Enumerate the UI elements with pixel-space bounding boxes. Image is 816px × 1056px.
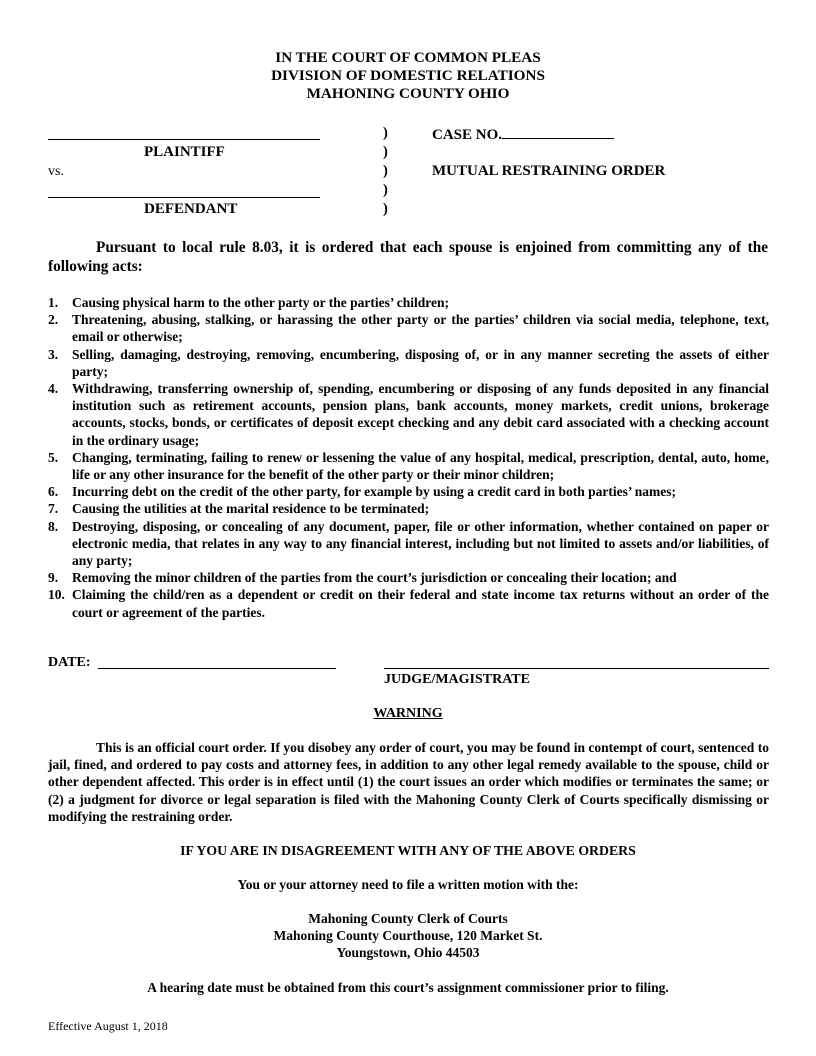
- courthouse-address: Mahoning County Courthouse, 120 Market St.: [273, 928, 543, 943]
- plaintiff-label: PLAINTIFF: [144, 144, 225, 160]
- court-county: MAHONING COUNTY OHIO: [306, 85, 510, 102]
- act-text: Changing, terminating, failing to renew or lessening the value of any hospital, medical, prescription, dental, auto, home, life or any other insurance for the benefit of the other party or their minor children;: [72, 449, 769, 483]
- act-text: Destroying, disposing, or concealing of any document, paper, file or other information, whether contained on paper or electronic media, that relates in any way to any financial interest, including but not limited to assets and/or liabilities, of any party;: [72, 518, 769, 569]
- caption-paren-4: ): [383, 182, 388, 198]
- caption-paren-1: ): [383, 125, 388, 141]
- act-number: 1.: [48, 295, 59, 310]
- caption-paren-2: ): [383, 144, 388, 160]
- intro-paragraph: [48, 238, 768, 276]
- order-title: MUTUAL RESTRAINING ORDER: [432, 163, 666, 179]
- judge-signature-line: [384, 668, 769, 669]
- act-text: Removing the minor children of the parties from the court’s jurisdiction or concealing their location; and: [72, 570, 677, 586]
- disagreement-heading: IF YOU ARE IN DISAGREEMENT WITH ANY OF THE ABOVE ORDERS: [180, 843, 636, 858]
- act-item: [48, 380, 769, 449]
- act-number: 7.: [48, 501, 59, 517]
- date-signature-line: [98, 668, 336, 669]
- act-item: [48, 311, 769, 345]
- act-text: Causing the utilities at the marital residence to be terminated;: [72, 501, 430, 517]
- caption-paren-5: ): [383, 201, 388, 217]
- act-item: [48, 294, 769, 311]
- case-number: [432, 124, 614, 145]
- warning-title: [0, 705, 816, 722]
- act-number: 2.: [48, 312, 59, 328]
- act-text: Threatening, abusing, stalking, or harassing the other party or the parties’ children via social media, telephone, text, email or otherwise;: [72, 312, 769, 345]
- act-number: 9.: [48, 570, 59, 586]
- act-item: [48, 569, 769, 586]
- act-text: Selling, damaging, destroying, removing, encumbering, disposing of, or in any manner secreting the assets of either party;: [72, 346, 769, 379]
- act-item: [48, 518, 769, 570]
- court-division: DIVISION OF DOMESTIC RELATIONS: [271, 67, 545, 84]
- act-number: 4.: [48, 381, 59, 397]
- act-text: Withdrawing, transferring ownership of, spending, encumbering or disposing of any funds deposited in any financial institution such as retirement accounts, pension plans, bank accounts, money markets, credit unions, brokerage accounts, stocks, bonds, or certificates of deposit except checking and any debit card associated with a checking account in the ordinary usage;: [72, 381, 769, 448]
- act-item: [48, 346, 769, 380]
- date-label: DATE:: [48, 655, 91, 670]
- intro-text: Pursuant to local rule 8.03, it is ordered that each spouse is enjoined from committing any of the following acts:: [48, 239, 768, 275]
- court-header: [0, 49, 816, 103]
- act-number: 6.: [48, 484, 59, 500]
- vs-label: vs.: [48, 164, 64, 179]
- act-item: [48, 500, 769, 517]
- warning-paragraph: [48, 739, 769, 825]
- court-name: IN THE COURT OF COMMON PLEAS: [275, 49, 541, 66]
- disagreement-instruction: You or your attorney need to file a written motion with the:: [237, 877, 579, 892]
- act-number: 8.: [48, 518, 59, 534]
- caption-paren-3: ): [383, 163, 388, 179]
- act-number: 5.: [48, 449, 59, 465]
- case-number-field: [502, 124, 614, 139]
- warning-text: This is an official court order. If you disobey any order of court, you may be found in contempt of court, sentenced to jail, fined, and ordered to pay costs and attorney fees, in addition to any other legal remedy available to the spouse, child or other dependent affected. This order is in effect until (1) the court issues an order which modifies or terminates the same; or (2) a judgment for divorce or legal separation is filed with the Mahoning County Clerk of Courts specifically dismissing or modifying the restraining order.: [48, 740, 769, 824]
- act-item: [48, 449, 769, 483]
- warning-title-text: WARNING: [373, 706, 443, 721]
- act-item: [48, 483, 769, 500]
- hearing-note: A hearing date must be obtained from this court’s assignment commissioner prior to filing.: [147, 980, 669, 995]
- plaintiff-signature-line: [48, 139, 320, 140]
- act-number: 3.: [48, 346, 59, 362]
- act-number: 10.: [48, 587, 65, 603]
- judge-magistrate-label: JUDGE/MAGISTRATE: [384, 672, 530, 687]
- act-text: Claiming the child/ren as a dependent or credit on their federal and state income tax returns without an order of the court or agreement of the parties.: [72, 587, 769, 620]
- city-state-zip: Youngstown, Ohio 44503: [336, 945, 480, 960]
- clerk-name: Mahoning County Clerk of Courts: [308, 911, 508, 926]
- enjoined-acts-list: [48, 294, 769, 621]
- defendant-label: DEFENDANT: [144, 201, 238, 217]
- effective-date: Effective August 1, 2018: [48, 1019, 168, 1033]
- defendant-signature-line: [48, 197, 320, 198]
- act-item: [48, 586, 769, 620]
- act-text: Incurring debt on the credit of the other party, for example by using a credit card in both parties’ names;: [72, 484, 676, 500]
- case-number-label: CASE NO.: [432, 127, 503, 143]
- act-text: Causing physical harm to the other party or the parties’ children;: [72, 295, 449, 310]
